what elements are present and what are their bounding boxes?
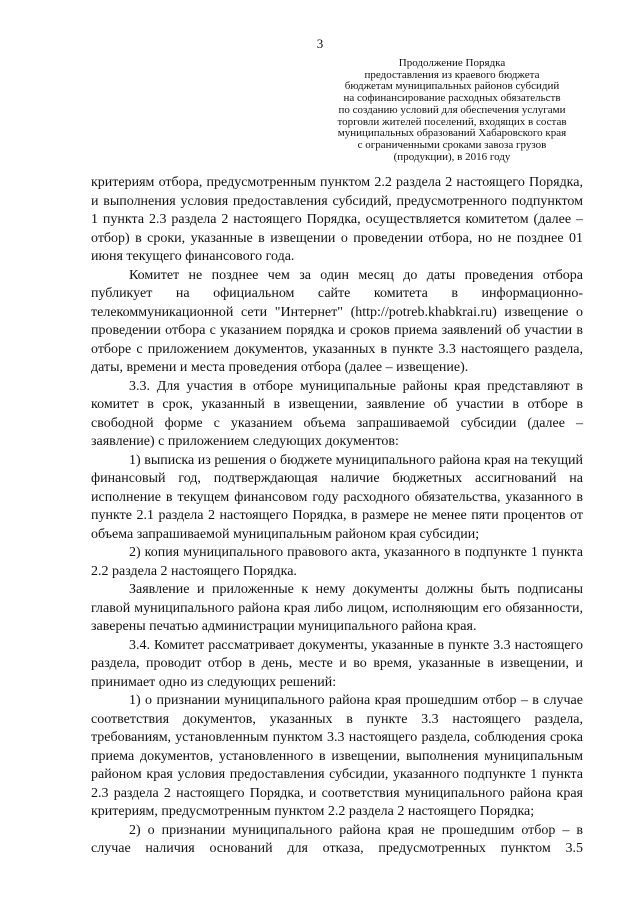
body-paragraph: 3.4. Комитет рассматривает документы, указанные в пункте 3.3 настоящего раздела, проводит отбор в день, месте и во время, указанные в извещении, и принимает одно из следующих решений: — [91, 637, 583, 690]
document-body — [91, 174, 583, 859]
body-paragraph: критериям отбора, предусмотренным пунктом 2.2 раздела 2 настоящего Порядка, и выполнения условия предоставления субсидий, предусмотренного подпунктом 1 пункта 2.3 раздела 2 настоящего Порядка, осуществляется комитетом (далее – отбор) в сроки, указанные в извещении о проведении отбора, но не позднее 01 июня текущего финансового года. — [91, 175, 583, 264]
body-paragraph: 1) выписка из решения о бюджете муниципального района края на текущий финансовый год, подтверждающая наличие бюджетных ассигнований на исполнение в текущем финансовом году расходного обязательства, указанного в пункте 2.1 раздела 2 настоящего Порядка, в размере не менее пяти процентов от объема запрашиваемой муниципальным районом края субсидии; — [91, 452, 583, 542]
page-number: 3 — [316, 36, 324, 51]
document-header — [318, 58, 586, 163]
header-line: бюджетам муниципальных районов субсидий — [344, 80, 560, 93]
header-line: предоставления из краевого бюджета — [364, 68, 540, 81]
body-paragraph: Заявление и приложенные к нему документы должны быть подписаны главой муниципального района края либо лицом, исполняющим его обязанности, заверены печатью администрации муниципального района края. — [91, 582, 583, 634]
header-line: торговли жителей поселений, входящих в состав — [337, 115, 567, 128]
header-line: муниципальных образований Хабаровского края — [337, 127, 567, 140]
header-line: по созданию условий для обеспечения услугами — [338, 103, 566, 116]
header-line: Продолжение Порядка — [398, 57, 506, 69]
header-line: с ограниченными сроками завоза грузов — [357, 138, 547, 151]
body-paragraph: Комитет не позднее чем за один месяц до даты проведения отбора публикует на официальном сайте комитета в информационно-телекоммуникационной сети "Интернет" (http://potreb.khabkrai.ru) извещение о проведении отбора с указанием порядка и сроков приема заявлений об участии в отборе с приложением документов, указанных в пункте 3.3 настоящего раздела, даты, времени и места проведения отбора (далее – извещение). — [91, 267, 583, 375]
body-paragraph: 1) о признании муниципального района края прошедшим отбор – в случае соответствия документов, указанных в пункте 3.3 настоящего раздела, требованиям, установленным пунктом 3.3 настоящего раздела, соблюдения срока приема документов, установленного в извещении, выполнения муниципальным районом края условия предоставления субсидии, указанного подпункте 1 пункта 2.3 раздела 2 настоящего Порядка, и соответствия муниципального района края критериям, предусмотренным пунктом 2.2 раздела 2 настоящего Порядка; — [91, 693, 583, 819]
header-line: (продукции), в 2016 году — [393, 150, 511, 163]
body-paragraph: 2) о признании муниципального района края не прошедшим отбор – в случае наличия оснований для отказа, предусмотренных пунктом 3.5 — [91, 822, 583, 856]
body-paragraph: 2) копия муниципального правового акта, указанного в подпункте 1 пункта 2.2 раздела 2 настоящего Порядка. — [91, 545, 583, 579]
header-line: на софинансирование расходных обязательств — [343, 92, 561, 105]
body-paragraph: 3.3. Для участия в отборе муниципальные районы края представляют в комитет в срок, указанный в извещении, заявление об участии в отборе в свободной форме с указанием объема запрашиваемой субсидии (далее – заявление) с приложением следующих документов: — [91, 378, 583, 449]
